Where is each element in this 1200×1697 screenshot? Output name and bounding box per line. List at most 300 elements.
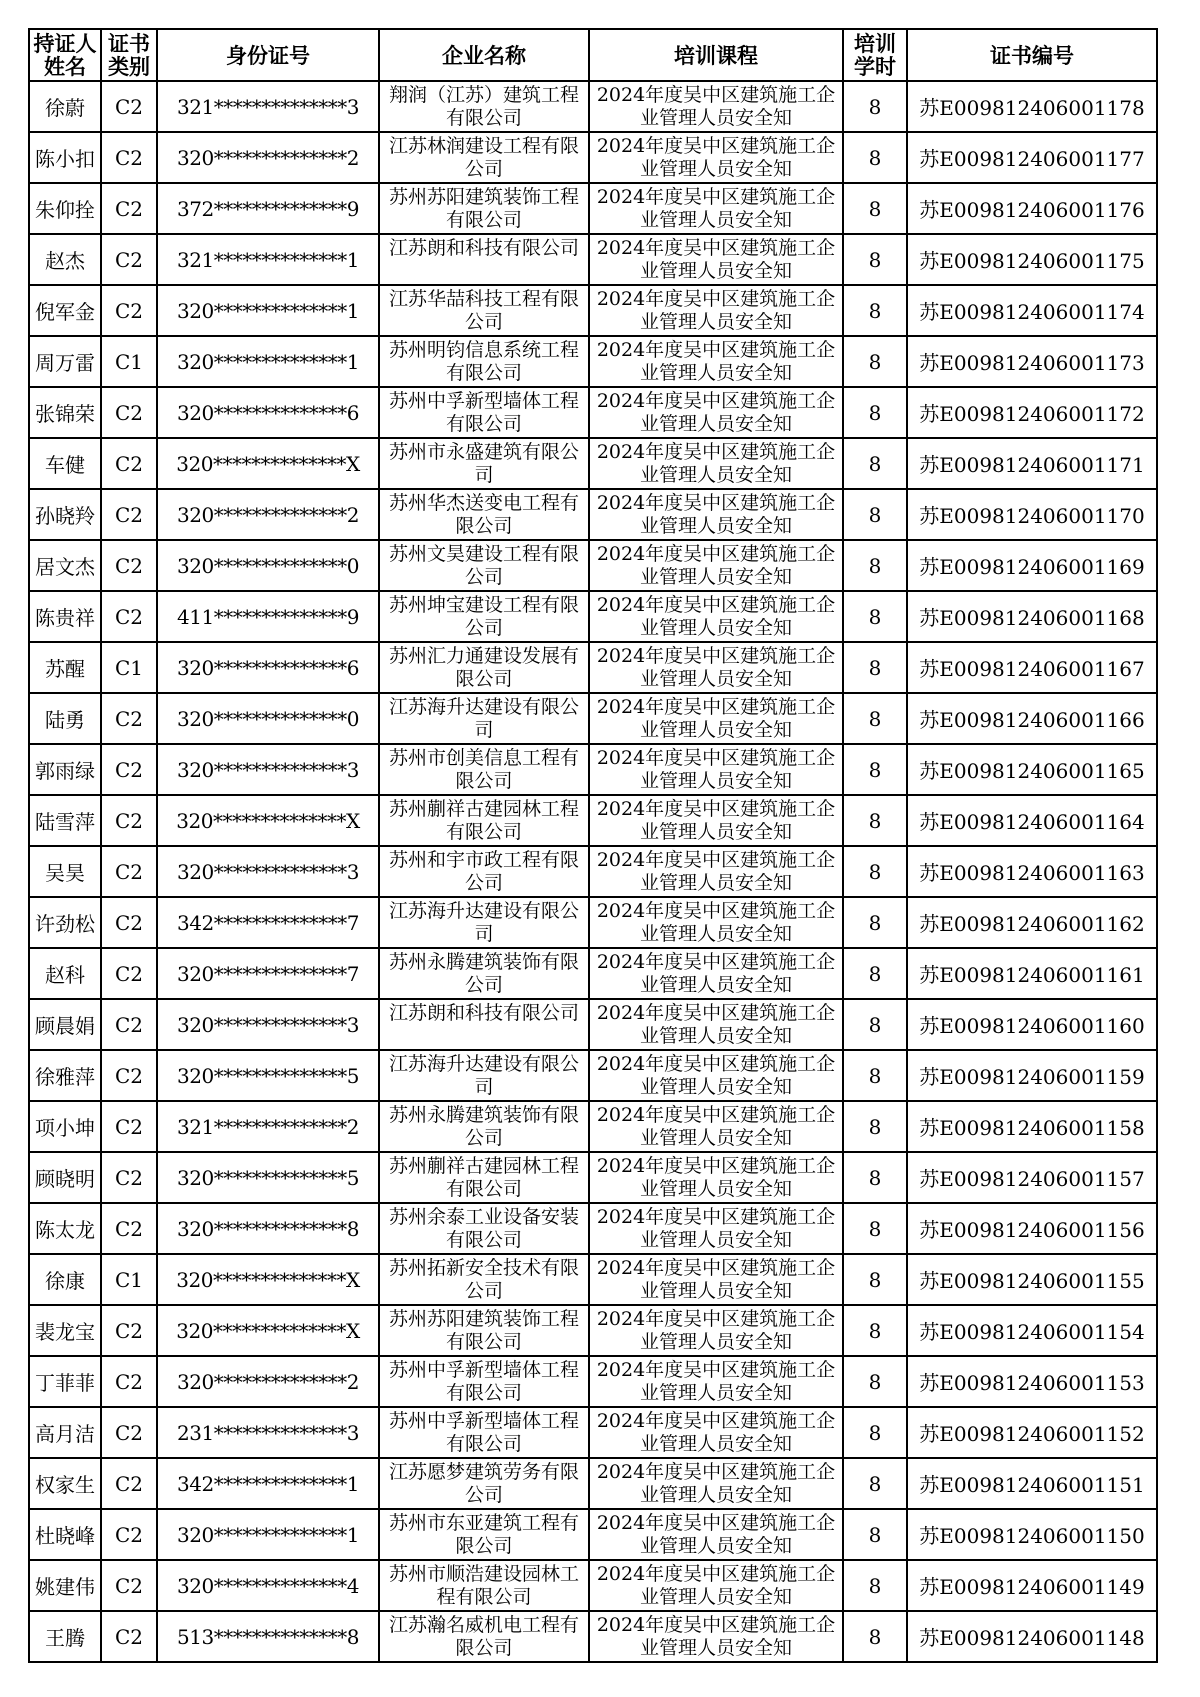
- cell-id: 320**************3: [157, 846, 379, 897]
- cell-course-text: 2024年度吴中区建筑施工企业管理人员安全知: [596, 1460, 836, 1506]
- cell-course-text: 2024年度吴中区建筑施工企业管理人员安全知: [596, 1358, 836, 1404]
- header-name: 持证人姓名: [29, 29, 101, 81]
- cell-course-text: 2024年度吴中区建筑施工企业管理人员安全知: [596, 491, 836, 537]
- cell-corp: [379, 1305, 589, 1356]
- cell-course-text: 2024年度吴中区建筑施工企业管理人员安全知: [596, 1409, 836, 1455]
- cell-course-text: 2024年度吴中区建筑施工企业管理人员安全知: [596, 746, 836, 792]
- cell-hours: 8: [843, 1356, 907, 1407]
- table-row: [29, 81, 1157, 132]
- cell-corp: [379, 81, 589, 132]
- cell-id: 320**************0: [157, 693, 379, 744]
- cell-corp: [379, 183, 589, 234]
- cell-hours: 8: [843, 744, 907, 795]
- cell-corp: [379, 1101, 589, 1152]
- cell-name: 王腾: [29, 1611, 101, 1662]
- cell-corp: [379, 642, 589, 693]
- cell-hours: 8: [843, 1254, 907, 1305]
- table-row: [29, 795, 1157, 846]
- cell-course: [589, 489, 843, 540]
- cell-hours: 8: [843, 438, 907, 489]
- cell-cert: 苏E009812406001177: [907, 132, 1157, 183]
- cell-corp: [379, 336, 589, 387]
- cell-corp-text: 苏州明钧信息系统工程有限公司: [388, 338, 579, 384]
- cell-course: [589, 285, 843, 336]
- cell-corp: [379, 489, 589, 540]
- cell-hours: 8: [843, 1305, 907, 1356]
- cell-corp-text: 苏州永腾建筑装饰有限公司: [388, 1103, 579, 1149]
- cell-id: 321**************2: [157, 1101, 379, 1152]
- cell-corp-text: 苏州苏阳建筑装饰工程有限公司: [388, 185, 579, 231]
- cell-type: C2: [101, 1203, 157, 1254]
- cell-name: 倪军金: [29, 285, 101, 336]
- cell-type: C2: [101, 1560, 157, 1611]
- cell-id: 320**************1: [157, 336, 379, 387]
- cell-cert: 苏E009812406001173: [907, 336, 1157, 387]
- cell-id: 342**************7: [157, 897, 379, 948]
- cell-name: 项小坤: [29, 1101, 101, 1152]
- cell-type: C2: [101, 489, 157, 540]
- cell-course: [589, 642, 843, 693]
- cell-corp-text: 苏州中孚新型墙体工程有限公司: [388, 1358, 579, 1404]
- cell-name: 周万雷: [29, 336, 101, 387]
- cell-course-text: 2024年度吴中区建筑施工企业管理人员安全知: [596, 1613, 836, 1659]
- cell-corp-text: 江苏愿梦建筑劳务有限公司: [388, 1460, 579, 1506]
- cell-course-text: 2024年度吴中区建筑施工企业管理人员安全知: [596, 1562, 836, 1608]
- cell-id: 320**************2: [157, 132, 379, 183]
- cell-hours: 8: [843, 1407, 907, 1458]
- cell-hours: 8: [843, 132, 907, 183]
- cell-name: 许劲松: [29, 897, 101, 948]
- cell-cert: 苏E009812406001155: [907, 1254, 1157, 1305]
- cell-corp-text: 苏州苏阳建筑装饰工程有限公司: [388, 1307, 579, 1353]
- cell-id: 320**************0: [157, 540, 379, 591]
- cell-corp: [379, 846, 589, 897]
- cell-corp-text: 江苏海升达建设有限公司: [388, 899, 579, 945]
- table-row: [29, 1611, 1157, 1662]
- cell-hours: 8: [843, 387, 907, 438]
- cell-id: 320**************2: [157, 1356, 379, 1407]
- cell-course-text: 2024年度吴中区建筑施工企业管理人员安全知: [596, 899, 836, 945]
- cell-course-text: 2024年度吴中区建筑施工企业管理人员安全知: [596, 389, 836, 435]
- cell-course: [589, 846, 843, 897]
- cell-name: 陆勇: [29, 693, 101, 744]
- cell-hours: 8: [843, 336, 907, 387]
- table-row: [29, 744, 1157, 795]
- cell-corp: [379, 1458, 589, 1509]
- table-row: [29, 387, 1157, 438]
- cell-cert: 苏E009812406001159: [907, 1050, 1157, 1101]
- cell-corp: [379, 744, 589, 795]
- table-row: [29, 183, 1157, 234]
- cell-corp: [379, 1560, 589, 1611]
- cell-corp-text: 苏州坤宝建设工程有限公司: [388, 593, 579, 639]
- cell-name: 陈贵祥: [29, 591, 101, 642]
- cell-corp-text: 苏州市顺浩建设园林工程有限公司: [388, 1562, 579, 1608]
- cell-corp-text: 江苏林润建设工程有限公司: [388, 134, 579, 180]
- cell-type: C2: [101, 438, 157, 489]
- cell-hours: 8: [843, 489, 907, 540]
- cell-course: [589, 1407, 843, 1458]
- cell-corp: [379, 1254, 589, 1305]
- header-hours: 培训学时: [843, 29, 907, 81]
- cell-id: 320**************1: [157, 1509, 379, 1560]
- cell-course: [589, 1101, 843, 1152]
- cell-hours: 8: [843, 1509, 907, 1560]
- cell-corp-text: 江苏朗和科技有限公司: [388, 1001, 579, 1024]
- table-row: [29, 285, 1157, 336]
- cell-id: 411**************9: [157, 591, 379, 642]
- cell-type: C2: [101, 591, 157, 642]
- table-body: [29, 81, 1157, 1662]
- cell-type: C1: [101, 336, 157, 387]
- cell-name: 朱仰拴: [29, 183, 101, 234]
- cell-cert: 苏E009812406001152: [907, 1407, 1157, 1458]
- cell-course-text: 2024年度吴中区建筑施工企业管理人员安全知: [596, 1001, 836, 1047]
- cell-course-text: 2024年度吴中区建筑施工企业管理人员安全知: [596, 134, 836, 180]
- cell-corp: [379, 234, 589, 285]
- cell-name: 车健: [29, 438, 101, 489]
- cell-name: 孙晓羚: [29, 489, 101, 540]
- cell-corp-text: 苏州蒯祥古建园林工程有限公司: [388, 797, 579, 843]
- cell-cert: 苏E009812406001160: [907, 999, 1157, 1050]
- cell-hours: 8: [843, 1203, 907, 1254]
- cell-course: [589, 1509, 843, 1560]
- cell-course: [589, 132, 843, 183]
- cell-cert: 苏E009812406001168: [907, 591, 1157, 642]
- cell-cert: 苏E009812406001158: [907, 1101, 1157, 1152]
- cell-cert: 苏E009812406001162: [907, 897, 1157, 948]
- cell-name: 陈太龙: [29, 1203, 101, 1254]
- cell-course: [589, 1050, 843, 1101]
- cell-type: C2: [101, 1458, 157, 1509]
- cell-course-text: 2024年度吴中区建筑施工企业管理人员安全知: [596, 1205, 836, 1251]
- cell-cert: 苏E009812406001176: [907, 183, 1157, 234]
- cell-course-text: 2024年度吴中区建筑施工企业管理人员安全知: [596, 287, 836, 333]
- cell-course: [589, 1152, 843, 1203]
- cell-hours: 8: [843, 948, 907, 999]
- cell-type: C2: [101, 846, 157, 897]
- cell-name: 杜晓峰: [29, 1509, 101, 1560]
- cell-corp-text: 江苏海升达建设有限公司: [388, 1052, 579, 1098]
- cell-hours: 8: [843, 540, 907, 591]
- cell-hours: 8: [843, 999, 907, 1050]
- cell-hours: 8: [843, 1152, 907, 1203]
- cell-corp: [379, 1050, 589, 1101]
- cell-cert: 苏E009812406001157: [907, 1152, 1157, 1203]
- cell-name: 姚建伟: [29, 1560, 101, 1611]
- cell-type: C2: [101, 540, 157, 591]
- cell-hours: 8: [843, 693, 907, 744]
- cell-course-text: 2024年度吴中区建筑施工企业管理人员安全知: [596, 644, 836, 690]
- cell-type: C2: [101, 1152, 157, 1203]
- cell-course: [589, 1560, 843, 1611]
- cell-name: 徐雅萍: [29, 1050, 101, 1101]
- table-row: [29, 1203, 1157, 1254]
- cell-course: [589, 1611, 843, 1662]
- table-row: [29, 1407, 1157, 1458]
- cell-id: 320**************1: [157, 285, 379, 336]
- cell-name: 权家生: [29, 1458, 101, 1509]
- cell-id: 321**************3: [157, 81, 379, 132]
- cell-corp-text: 苏州文昊建设工程有限公司: [388, 542, 579, 588]
- cell-course-text: 2024年度吴中区建筑施工企业管理人员安全知: [596, 848, 836, 894]
- cell-course: [589, 81, 843, 132]
- table-row: [29, 1509, 1157, 1560]
- cell-type: C2: [101, 183, 157, 234]
- cell-hours: 8: [843, 591, 907, 642]
- cell-course-text: 2024年度吴中区建筑施工企业管理人员安全知: [596, 1103, 836, 1149]
- cell-corp-text: 江苏海升达建设有限公司: [388, 695, 579, 741]
- cell-name: 陆雪萍: [29, 795, 101, 846]
- cell-name: 丁菲菲: [29, 1356, 101, 1407]
- cell-corp: [379, 1152, 589, 1203]
- cell-id: 320**************3: [157, 744, 379, 795]
- cell-cert: 苏E009812406001154: [907, 1305, 1157, 1356]
- cell-corp-text: 江苏瀚名威机电工程有限公司: [388, 1613, 579, 1659]
- cell-cert: 苏E009812406001156: [907, 1203, 1157, 1254]
- cell-type: C2: [101, 744, 157, 795]
- table-row: [29, 336, 1157, 387]
- table-row: [29, 1152, 1157, 1203]
- cell-hours: 8: [843, 897, 907, 948]
- cell-corp-text: 翔润（江苏）建筑工程有限公司: [388, 83, 579, 129]
- cell-course: [589, 1203, 843, 1254]
- cell-cert: 苏E009812406001166: [907, 693, 1157, 744]
- cell-course-text: 2024年度吴中区建筑施工企业管理人员安全知: [596, 440, 836, 486]
- cell-course-text: 2024年度吴中区建筑施工企业管理人员安全知: [596, 950, 836, 996]
- cell-course-text: 2024年度吴中区建筑施工企业管理人员安全知: [596, 1256, 836, 1302]
- table-row: [29, 1356, 1157, 1407]
- cell-name: 裴龙宝: [29, 1305, 101, 1356]
- cell-id: 320**************8: [157, 1203, 379, 1254]
- table-header: [29, 29, 1157, 81]
- cell-corp-text: 苏州和宇市政工程有限公司: [388, 848, 579, 894]
- cell-name: 陈小扣: [29, 132, 101, 183]
- cell-type: C2: [101, 1356, 157, 1407]
- cell-name: 居文杰: [29, 540, 101, 591]
- cell-course: [589, 1356, 843, 1407]
- cell-name: 顾晨娟: [29, 999, 101, 1050]
- header-id: 身份证号: [157, 29, 379, 81]
- cell-cert: 苏E009812406001178: [907, 81, 1157, 132]
- cell-corp-text: 苏州市创美信息工程有限公司: [388, 746, 579, 792]
- cell-course: [589, 540, 843, 591]
- cell-hours: 8: [843, 1560, 907, 1611]
- cell-corp: [379, 1407, 589, 1458]
- cell-course: [589, 693, 843, 744]
- cell-type: C2: [101, 999, 157, 1050]
- cell-cert: 苏E009812406001175: [907, 234, 1157, 285]
- cell-name: 高月洁: [29, 1407, 101, 1458]
- cell-cert: 苏E009812406001151: [907, 1458, 1157, 1509]
- table-row: [29, 591, 1157, 642]
- cell-hours: 8: [843, 1611, 907, 1662]
- header-type: 证书类别: [101, 29, 157, 81]
- cell-course-text: 2024年度吴中区建筑施工企业管理人员安全知: [596, 593, 836, 639]
- cell-course-text: 2024年度吴中区建筑施工企业管理人员安全知: [596, 542, 836, 588]
- cell-id: 231**************3: [157, 1407, 379, 1458]
- cell-name: 徐蔚: [29, 81, 101, 132]
- table-row: [29, 234, 1157, 285]
- cell-corp: [379, 132, 589, 183]
- certificate-table: [28, 28, 1158, 1663]
- table-row: [29, 1101, 1157, 1152]
- cell-type: C2: [101, 1050, 157, 1101]
- cell-type: C2: [101, 81, 157, 132]
- cell-hours: 8: [843, 81, 907, 132]
- cell-cert: 苏E009812406001149: [907, 1560, 1157, 1611]
- cell-id: 320**************X: [157, 795, 379, 846]
- cell-corp: [379, 897, 589, 948]
- cell-type: C1: [101, 1254, 157, 1305]
- cell-corp: [379, 1611, 589, 1662]
- cell-course: [589, 1305, 843, 1356]
- cell-id: 320**************3: [157, 999, 379, 1050]
- cell-cert: 苏E009812406001172: [907, 387, 1157, 438]
- cell-corp: [379, 1356, 589, 1407]
- cell-cert: 苏E009812406001164: [907, 795, 1157, 846]
- cell-corp-text: 苏州余泰工业设备安装有限公司: [388, 1205, 579, 1251]
- cell-id: 320**************X: [157, 1254, 379, 1305]
- cell-course-text: 2024年度吴中区建筑施工企业管理人员安全知: [596, 236, 836, 282]
- cell-corp: [379, 999, 589, 1050]
- cell-id: 320**************4: [157, 1560, 379, 1611]
- cell-id: 372**************9: [157, 183, 379, 234]
- cell-course: [589, 948, 843, 999]
- cell-corp-text: 苏州中孚新型墙体工程有限公司: [388, 389, 579, 435]
- table-row: [29, 1254, 1157, 1305]
- cell-type: C2: [101, 948, 157, 999]
- cell-course: [589, 183, 843, 234]
- cell-name: 赵科: [29, 948, 101, 999]
- cell-name: 苏醒: [29, 642, 101, 693]
- cell-hours: 8: [843, 183, 907, 234]
- cell-type: C2: [101, 1305, 157, 1356]
- cell-course: [589, 1458, 843, 1509]
- cell-id: 320**************5: [157, 1050, 379, 1101]
- table-row: [29, 1305, 1157, 1356]
- cell-type: C2: [101, 693, 157, 744]
- cell-type: C2: [101, 1407, 157, 1458]
- cell-name: 赵杰: [29, 234, 101, 285]
- cell-id: 320**************X: [157, 438, 379, 489]
- table-row: [29, 693, 1157, 744]
- table-row: [29, 489, 1157, 540]
- cell-corp: [379, 387, 589, 438]
- cell-corp-text: 苏州汇力通建设发展有限公司: [388, 644, 579, 690]
- cell-id: 320**************6: [157, 387, 379, 438]
- cell-cert: 苏E009812406001148: [907, 1611, 1157, 1662]
- cell-cert: 苏E009812406001171: [907, 438, 1157, 489]
- table-row: [29, 1458, 1157, 1509]
- header-row: [29, 29, 1157, 81]
- table-row: [29, 132, 1157, 183]
- cell-course-text: 2024年度吴中区建筑施工企业管理人员安全知: [596, 338, 836, 384]
- cell-type: C2: [101, 387, 157, 438]
- cell-id: 320**************5: [157, 1152, 379, 1203]
- cell-cert: 苏E009812406001161: [907, 948, 1157, 999]
- cell-corp: [379, 285, 589, 336]
- cell-corp-text: 苏州中孚新型墙体工程有限公司: [388, 1409, 579, 1455]
- cell-type: C1: [101, 642, 157, 693]
- cell-corp: [379, 438, 589, 489]
- cell-course: [589, 795, 843, 846]
- header-course: 培训课程: [589, 29, 843, 81]
- table-row: [29, 438, 1157, 489]
- cell-type: C2: [101, 1101, 157, 1152]
- cell-corp-text: 江苏华喆科技工程有限公司: [388, 287, 579, 333]
- cell-corp-text: 苏州华杰送变电工程有限公司: [388, 491, 579, 537]
- cell-hours: 8: [843, 642, 907, 693]
- cell-id: 321**************1: [157, 234, 379, 285]
- cell-name: 吴昊: [29, 846, 101, 897]
- cell-corp-text: 苏州永腾建筑装饰有限公司: [388, 950, 579, 996]
- cell-corp: [379, 693, 589, 744]
- cell-hours: 8: [843, 234, 907, 285]
- cell-course-text: 2024年度吴中区建筑施工企业管理人员安全知: [596, 185, 836, 231]
- cell-corp: [379, 948, 589, 999]
- cell-course: [589, 591, 843, 642]
- cell-type: C2: [101, 1611, 157, 1662]
- cell-cert: 苏E009812406001170: [907, 489, 1157, 540]
- cell-hours: 8: [843, 795, 907, 846]
- cell-type: C2: [101, 1509, 157, 1560]
- cell-corp-text: 苏州拓新安全技术有限公司: [388, 1256, 579, 1302]
- cell-name: 徐康: [29, 1254, 101, 1305]
- cell-id: 320**************2: [157, 489, 379, 540]
- cell-hours: 8: [843, 1101, 907, 1152]
- cell-course: [589, 744, 843, 795]
- cell-cert: 苏E009812406001174: [907, 285, 1157, 336]
- cell-course-text: 2024年度吴中区建筑施工企业管理人员安全知: [596, 695, 836, 741]
- cell-cert: 苏E009812406001169: [907, 540, 1157, 591]
- table-row: [29, 846, 1157, 897]
- cell-course: [589, 234, 843, 285]
- cell-type: C2: [101, 285, 157, 336]
- cell-corp: [379, 1509, 589, 1560]
- cell-type: C2: [101, 795, 157, 846]
- cell-course: [589, 999, 843, 1050]
- cell-corp: [379, 540, 589, 591]
- cell-hours: 8: [843, 285, 907, 336]
- cell-cert: 苏E009812406001165: [907, 744, 1157, 795]
- cell-course: [589, 387, 843, 438]
- cell-course-text: 2024年度吴中区建筑施工企业管理人员安全知: [596, 1154, 836, 1200]
- cell-name: 郭雨绿: [29, 744, 101, 795]
- cell-id: 320**************X: [157, 1305, 379, 1356]
- cell-course-text: 2024年度吴中区建筑施工企业管理人员安全知: [596, 1511, 836, 1557]
- cell-course: [589, 1254, 843, 1305]
- cell-type: C2: [101, 234, 157, 285]
- cell-course-text: 2024年度吴中区建筑施工企业管理人员安全知: [596, 797, 836, 843]
- table-row: [29, 948, 1157, 999]
- cell-hours: 8: [843, 1050, 907, 1101]
- cell-id: 320**************6: [157, 642, 379, 693]
- cell-course-text: 2024年度吴中区建筑施工企业管理人员安全知: [596, 1307, 836, 1353]
- cell-name: 张锦荣: [29, 387, 101, 438]
- cell-course: [589, 897, 843, 948]
- table-row: [29, 1560, 1157, 1611]
- cell-course-text: 2024年度吴中区建筑施工企业管理人员安全知: [596, 1052, 836, 1098]
- cell-cert: 苏E009812406001153: [907, 1356, 1157, 1407]
- table-row: [29, 999, 1157, 1050]
- table-row: [29, 1050, 1157, 1101]
- cell-corp: [379, 591, 589, 642]
- cell-id: 342**************1: [157, 1458, 379, 1509]
- cell-name: 顾晓明: [29, 1152, 101, 1203]
- cell-hours: 8: [843, 846, 907, 897]
- cell-type: C2: [101, 132, 157, 183]
